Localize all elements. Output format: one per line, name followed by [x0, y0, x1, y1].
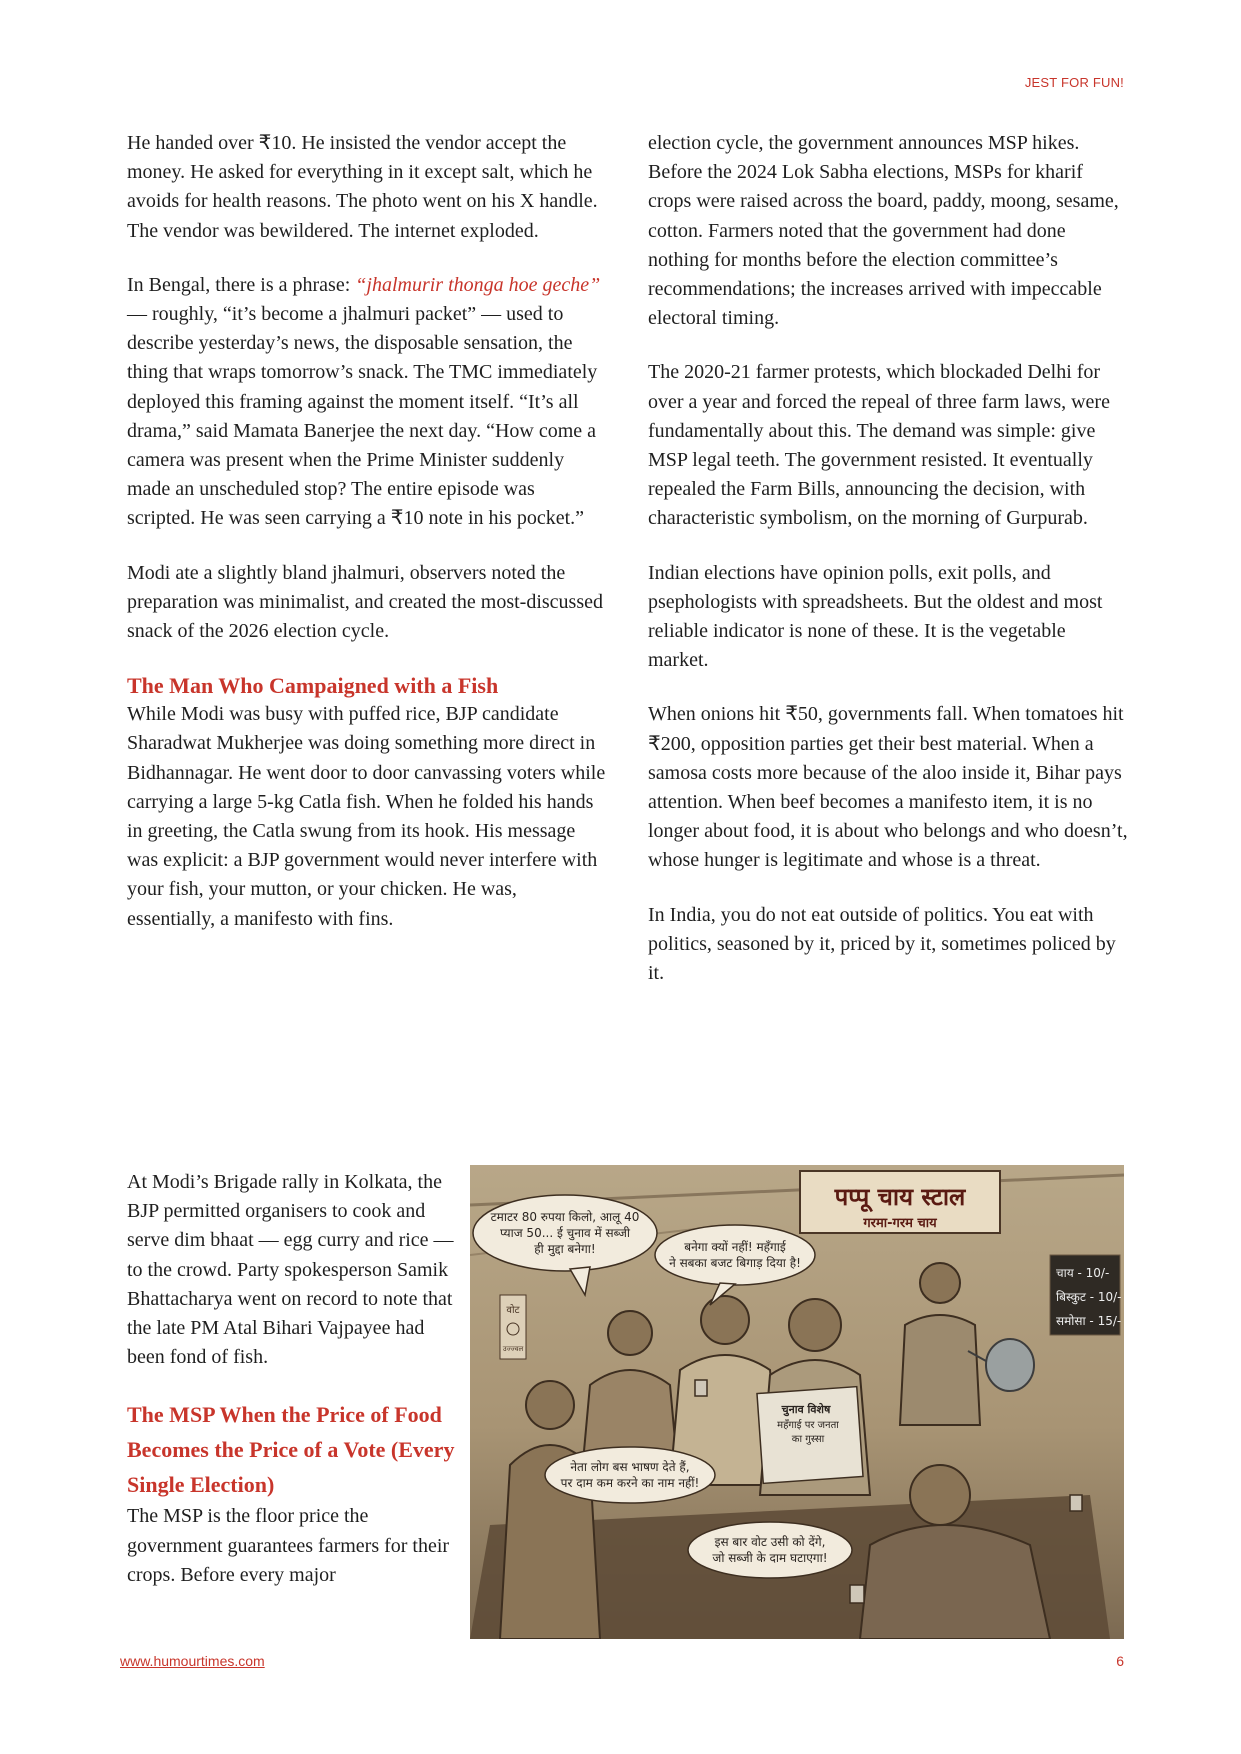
- bubble-line: ने सबका बजट बिगाड़ दिया है!: [669, 1256, 801, 1270]
- shop-subsign-text: गरमा-गरम चाय: [863, 1216, 937, 1231]
- paragraph: The 2020-21 farmer protests, which blockaded Delhi for over a year and forced the repeal of three farm laws, were fundamentally about this. The demand was simple: give MSP legal teeth. The government resisted. It eventually repealed the Farm Bills, announcing the decision, with characteristic symbolism, on the morning of Gurpurab.: [648, 361, 1110, 530]
- menu-item: चाय - 10/-: [1056, 1266, 1110, 1280]
- bubble-line: नेता लोग बस भाषण देते हैं,: [570, 1460, 690, 1474]
- newspaper-headline: चुनाव विशेष: [781, 1403, 831, 1416]
- vote-poster: [500, 1295, 526, 1359]
- newspaper-headline: का गुस्सा: [791, 1434, 825, 1445]
- lower-left-column: [127, 1168, 462, 1615]
- menu-item: बिस्कुट - 10/-: [1056, 1290, 1122, 1304]
- paragraph: He handed over ₹10. He insisted the vendor accept the money. He asked for everything in it except salt, which he avoids for health reasons. The photo went on his X handle. The vendor was bewildered. The internet exploded.: [127, 132, 598, 242]
- website-link[interactable]: www.humourtimes.com: [120, 1653, 265, 1669]
- left-column: [127, 129, 607, 959]
- poster-text: वोट: [506, 1305, 520, 1316]
- newspaper: [757, 1387, 863, 1484]
- paragraph-text: In Bengal, there is a phrase:: [127, 273, 356, 296]
- bubble-line: जो सब्जी के दाम घटाएगा!: [712, 1551, 828, 1565]
- tea-stall-cartoon: [470, 1165, 1124, 1639]
- bubble-line: पर दाम कम करने का नाम नहीं!: [560, 1476, 700, 1490]
- newspaper-headline: महँगाई पर जनता: [777, 1420, 839, 1431]
- menu-board: [1050, 1255, 1122, 1335]
- paragraph: election cycle, the government announces MSP hikes. Before the 2024 Lok Sabha elections, MSPs for kharif crops were raised across the board, paddy, moong, sesame, cotton. Farmers noted that the government had done nothing for months before the election committee’s recommendations; the increases arrived with impeccable electoral timing.: [648, 132, 1119, 330]
- paragraph: The MSP is the floor price the government guarantees farmers for their crops. Before every major: [127, 1505, 450, 1586]
- paragraph: At Modi’s Brigade rally in Kolkata, the BJP permitted organisers to cook and serve dim bhaat — egg curry and rice — to the crowd. Party spokesperson Samik Bhattacharya went on record to note that the late PM Atal Bihari Vajpayee had been fond of fish.: [127, 1171, 454, 1369]
- page-number: 6: [1116, 1653, 1124, 1669]
- subheading-msp: The MSP When the Price of Food Becomes the Price of a Vote (Every Single Election): [127, 1402, 455, 1498]
- paragraph: Indian elections have opinion polls, exit polls, and psephologists with spreadsheets. But the oldest and most reliable indicator is none of these. It is the vegetable market.: [648, 561, 1103, 672]
- paragraph: While Modi was busy with puffed rice, BJP candidate Sharadwat Mukherjee was doing something more direct in Bidhannagar. He went door to door canvassing voters while carrying a large 5-kg Catla fish. When he folded his hands in greeting, the Catla swung from its hook. His message was explicit: a BJP government would never interfere with your fish, your mutton, or your chicken. He was, essentially, a manifesto with fins.: [127, 703, 606, 930]
- paragraph: [127, 271, 607, 534]
- bengali-phrase: “jhalmurir thonga hoe geche”: [355, 273, 601, 296]
- speech-bubble: [545, 1447, 715, 1503]
- bubble-line: इस बार वोट उसी को देंगे,: [714, 1535, 826, 1549]
- bubble-line: बनेगा क्यों नहीं! महँगाई: [684, 1240, 786, 1254]
- poster-text: उज्ज्वल: [502, 1345, 524, 1353]
- bubble-line: प्याज 50... ई चुनाव में सब्जी: [500, 1226, 630, 1240]
- shop-sign-text: पप्पू चाय स्टाल: [834, 1183, 966, 1211]
- paragraph-text: — roughly, “it’s become a jhalmuri packet” — used to describe yesterday’s news, the disposable sensation, the thing that wraps tomorrow’s snack. The TMC immediately deployed this framing against the moment itself. “It’s all drama,” said Mamata Banerjee the next day. “How come a camera was present when the Prime Minister suddenly made an unscheduled stop? The entire episode was scripted. He was seen carrying a ₹10 note in his pocket.”: [127, 303, 598, 530]
- bubble-line: टमाटर 80 रुपया किलो, आलू 40: [490, 1210, 640, 1224]
- paragraph: In India, you do not eat outside of politics. You eat with politics, seasoned by it, priced by it, sometimes policed by it.: [648, 903, 1116, 985]
- menu-item: समोसा - 15/-: [1056, 1314, 1122, 1328]
- subheading-fish: The Man Who Campaigned with a Fish: [127, 673, 499, 699]
- bubble-line: ही मुद्दा बनेगा!: [534, 1242, 596, 1256]
- paragraph: When onions hit ₹50, governments fall. When tomatoes hit ₹200, opposition parties get their best material. When a samosa costs more because of the aloo inside it, Bihar pays attention. When beef becomes a manifesto item, it is no longer about food, it is about who belongs and who doesn’t, whose hunger is legitimate and whose is a threat.: [648, 703, 1128, 872]
- speech-bubble: [688, 1522, 852, 1578]
- shop-sign: [800, 1171, 1000, 1233]
- paragraph: Modi ate a slightly bland jhalmuri, observers noted the preparation was minimalist, and created the most-discussed snack of the 2026 election cycle.: [127, 561, 603, 643]
- section-tag: JEST FOR FUN!: [1024, 75, 1124, 90]
- right-column: [648, 129, 1128, 1013]
